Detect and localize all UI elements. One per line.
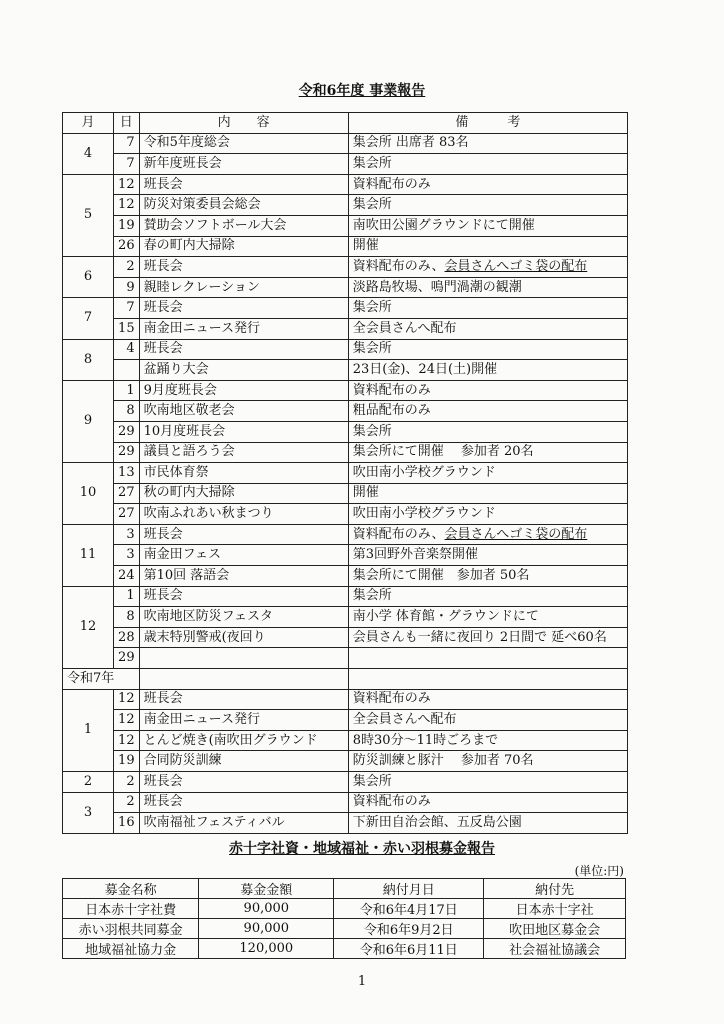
row-note: [348, 236, 627, 257]
table-row: [63, 401, 628, 422]
row-note-text: 23日(金)、24日(土)開催: [352, 361, 498, 377]
row-note: [348, 813, 627, 834]
row-note: [348, 504, 627, 525]
table-row: [63, 277, 628, 298]
table-row: [63, 318, 628, 339]
row-note-text: 粗品配布のみ: [352, 403, 431, 419]
year-label: 令和7年: [63, 669, 140, 690]
row-note-text: 集会所にて開催 参加者 20名: [352, 444, 534, 460]
row-note-text: 8時30分～11時ごろまで: [352, 732, 499, 748]
table-row: [63, 380, 628, 401]
table-row: [63, 627, 628, 648]
table-row: [63, 504, 628, 525]
table-row: [63, 339, 628, 360]
row-content: 合同防災訓練: [139, 751, 348, 772]
row-month: 6: [63, 257, 114, 298]
row-content: 南金田ニュース発行: [139, 318, 348, 339]
activity-table: [62, 112, 628, 834]
fund-header-cell: 募金名称: [63, 879, 199, 899]
row-month: 4: [63, 133, 114, 174]
row-note: [348, 648, 627, 669]
row-day: 12: [114, 195, 140, 216]
page-number: 1: [357, 974, 367, 989]
row-note: [348, 401, 627, 422]
row-note-text: 集会所: [352, 197, 392, 213]
row-note-text: 資料配布のみ: [352, 794, 431, 810]
row-note: [348, 730, 627, 751]
row-day: 7: [114, 133, 140, 154]
row-note-text: 集会所: [352, 300, 392, 316]
row-note-text: 資料配布のみ、: [352, 258, 445, 274]
fund-cell: 令和6年4月17日: [334, 899, 484, 919]
row-month: 3: [63, 792, 114, 833]
table-row: [63, 360, 628, 381]
row-note-text: 集会所: [352, 341, 392, 357]
table-row: [63, 607, 628, 628]
table-row: [63, 772, 628, 793]
row-content: 吹南地区防災フェスタ: [139, 607, 348, 628]
row-note: [348, 195, 627, 216]
fund-title: 赤十字社資・地域福祉・赤い羽根募金報告: [229, 841, 495, 857]
row-day: 26: [114, 236, 140, 257]
table-row: [63, 648, 628, 669]
row-month: 5: [63, 174, 114, 256]
row-content: 10月度班長会: [139, 421, 348, 442]
row-content: 新年度班長会: [139, 154, 348, 175]
table-header-row: [63, 113, 628, 134]
row-day: 12: [114, 174, 140, 195]
fund-cell: 日本赤十字社費: [63, 899, 199, 919]
row-content: [139, 669, 348, 690]
row-day: 2: [114, 257, 140, 278]
table-row: [63, 710, 628, 731]
row-note-text: 下新田自治会館、五反島公園: [352, 814, 522, 830]
row-content: 南金田ニュース発行: [139, 710, 348, 731]
row-day: 7: [114, 298, 140, 319]
row-note-text: 全会員さんへ配布: [352, 712, 457, 728]
row-day: 9: [114, 277, 140, 298]
table-row: [63, 215, 628, 236]
row-note-text: 集会所: [352, 423, 392, 439]
row-day: 16: [114, 813, 140, 834]
row-day: [114, 360, 140, 381]
row-day: 29: [114, 421, 140, 442]
fund-cell: 120,000: [199, 939, 334, 959]
fund-cell: 90,000: [199, 899, 334, 919]
row-note-underlined: 会員さんへゴミ袋の配布: [444, 526, 588, 542]
row-day: 1: [114, 380, 140, 401]
row-note: [348, 545, 627, 566]
row-day: 3: [114, 545, 140, 566]
fund-cell: 90,000: [199, 919, 334, 939]
row-content: 班長会: [139, 339, 348, 360]
row-note: [348, 215, 627, 236]
table-row: [63, 669, 628, 690]
row-note-text: 資料配布のみ: [352, 691, 431, 707]
table-row: [63, 257, 628, 278]
row-note-underlined: 会員さんへゴミ袋の配布: [444, 258, 588, 274]
fund-table: [62, 878, 626, 959]
table-row: [63, 751, 628, 772]
header-content: 内 容: [139, 113, 348, 134]
fund-row: [63, 919, 626, 939]
row-content: 班長会: [139, 298, 348, 319]
row-note: [348, 483, 627, 504]
row-day: 8: [114, 607, 140, 628]
row-note-text: 全会員さんへ配布: [352, 320, 457, 336]
row-note: [348, 257, 627, 278]
fund-cell: 令和6年9月2日: [334, 919, 484, 939]
row-day: 2: [114, 792, 140, 813]
fund-cell: 社会福祉協議会: [484, 939, 626, 959]
row-note: [348, 380, 627, 401]
row-note: [348, 154, 627, 175]
fund-header-row: [63, 879, 626, 899]
table-row: [63, 792, 628, 813]
row-note-text: 集会所にて開催 参加者 50名: [352, 567, 530, 583]
row-month: 2: [63, 772, 114, 793]
fund-cell: 赤い羽根共同募金: [63, 919, 199, 939]
row-note: [348, 277, 627, 298]
row-note-text: 南吹田公園グラウンドにて開催: [352, 217, 535, 233]
row-month: 10: [63, 463, 114, 525]
row-day: 12: [114, 710, 140, 731]
row-day: 27: [114, 483, 140, 504]
row-note: [348, 524, 627, 545]
fund-cell: 令和6年6月11日: [334, 939, 484, 959]
row-note-text: 集会所: [352, 588, 392, 604]
row-content: 吹南福祉フェスティバル: [139, 813, 348, 834]
row-day: 24: [114, 566, 140, 587]
row-note-text: 吹田南小学校グラウンド: [352, 464, 496, 480]
table-row: [63, 566, 628, 587]
table-row: [63, 154, 628, 175]
table-row: [63, 524, 628, 545]
row-content: 賛助会ソフトボール大会: [139, 215, 348, 236]
row-note-text: 資料配布のみ: [352, 176, 431, 192]
row-day: 13: [114, 463, 140, 484]
row-day: 3: [114, 524, 140, 545]
row-content: 盆踊り大会: [139, 360, 348, 381]
row-day: 4: [114, 339, 140, 360]
row-note-text: 第3回野外音楽祭開催: [352, 547, 479, 563]
table-row: [63, 545, 628, 566]
row-note: [348, 463, 627, 484]
row-note: [348, 566, 627, 587]
row-day: 19: [114, 215, 140, 236]
row-note: [348, 318, 627, 339]
row-day: 15: [114, 318, 140, 339]
row-content: 令和5年度総会: [139, 133, 348, 154]
table-row: [63, 813, 628, 834]
table-row: [63, 421, 628, 442]
row-month: 12: [63, 586, 114, 668]
row-content: 班長会: [139, 257, 348, 278]
row-note-text: 資料配布のみ、: [352, 526, 445, 542]
row-content: [139, 648, 348, 669]
row-content: 班長会: [139, 586, 348, 607]
table-row: [63, 133, 628, 154]
fund-unit: (単位:円): [574, 864, 624, 878]
table-row: [63, 442, 628, 463]
row-content: 班長会: [139, 772, 348, 793]
row-note-text: 資料配布のみ: [352, 382, 431, 398]
row-content: 班長会: [139, 174, 348, 195]
row-content: 議員と語ろう会: [139, 442, 348, 463]
row-note: [348, 339, 627, 360]
table-row: [63, 730, 628, 751]
row-day: 1: [114, 586, 140, 607]
table-row: [63, 689, 628, 710]
row-note-text: 吹田南小学校グラウンド: [352, 506, 496, 522]
table-row: [63, 483, 628, 504]
row-note: [348, 772, 627, 793]
row-day: 8: [114, 401, 140, 422]
row-content: 市民体育祭: [139, 463, 348, 484]
row-note: [348, 174, 627, 195]
row-day: 12: [114, 689, 140, 710]
row-month: 7: [63, 298, 114, 339]
table-row: [63, 463, 628, 484]
row-note-text: 南小学 体育館・グラウンドにて: [352, 609, 539, 625]
row-day: 27: [114, 504, 140, 525]
row-note: [348, 710, 627, 731]
row-day: 19: [114, 751, 140, 772]
row-note: [348, 607, 627, 628]
row-note: [348, 689, 627, 710]
table-row: [63, 174, 628, 195]
row-day: 7: [114, 154, 140, 175]
row-content: 防災対策委員会総会: [139, 195, 348, 216]
report-title: 令和6年度 事業報告: [298, 83, 426, 99]
row-note: [348, 669, 627, 690]
row-note: [348, 133, 627, 154]
header-note: 備 考: [348, 113, 627, 134]
row-note-text: 集会所: [352, 155, 392, 171]
table-row: [63, 586, 628, 607]
row-note-text: 会員さんも一緒に夜回り 2日間で 延べ60名: [352, 629, 607, 645]
row-month: 9: [63, 380, 114, 462]
row-content: 吹南ふれあい秋まつり: [139, 504, 348, 525]
row-content: 春の町内大掃除: [139, 236, 348, 257]
row-note: [348, 751, 627, 772]
fund-row: [63, 939, 626, 959]
row-note: [348, 298, 627, 319]
fund-header-cell: 納付先: [484, 879, 626, 899]
row-content: 第10回 落語会: [139, 566, 348, 587]
row-note-text: 集会所 出席者 83名: [352, 135, 469, 151]
row-content: 秋の町内大掃除: [139, 483, 348, 504]
row-day: 29: [114, 648, 140, 669]
row-content: 班長会: [139, 689, 348, 710]
header-month: 月: [63, 113, 114, 134]
header-day: 日: [114, 113, 140, 134]
fund-header-cell: 募金金額: [199, 879, 334, 899]
row-content: 9月度班長会: [139, 380, 348, 401]
fund-cell: 日本赤十字社: [484, 899, 626, 919]
row-day: 28: [114, 627, 140, 648]
fund-cell: 吹田地区募金会: [484, 919, 626, 939]
row-content: 南金田フェス: [139, 545, 348, 566]
row-note: [348, 421, 627, 442]
row-note: [348, 792, 627, 813]
row-content: 歳末特別警戒(夜回り: [139, 627, 348, 648]
row-month: 8: [63, 339, 114, 380]
fund-row: [63, 899, 626, 919]
row-content: 親睦レクレーション: [139, 277, 348, 298]
table-row: [63, 236, 628, 257]
row-day: 2: [114, 772, 140, 793]
row-note-text: 淡路島牧場、鳴門渦潮の観潮: [352, 279, 522, 295]
row-note-text: 集会所: [352, 773, 392, 789]
row-content: 班長会: [139, 792, 348, 813]
row-content: 吹南地区敬老会: [139, 401, 348, 422]
fund-cell: 地域福祉協力金: [63, 939, 199, 959]
row-content: とんど焼き(南吹田グラウンド: [139, 730, 348, 751]
row-note: [348, 586, 627, 607]
row-day: 29: [114, 442, 140, 463]
row-note-text: 開催: [352, 238, 379, 254]
row-note: [348, 360, 627, 381]
row-note-text: 開催: [352, 485, 379, 501]
row-content: 班長会: [139, 524, 348, 545]
row-month: 1: [63, 689, 114, 771]
row-note: [348, 442, 627, 463]
row-note: [348, 627, 627, 648]
row-note-text: 防災訓練と豚汁 参加者 70名: [352, 753, 534, 769]
row-day: 12: [114, 730, 140, 751]
table-row: [63, 298, 628, 319]
fund-header-cell: 納付月日: [334, 879, 484, 899]
row-month: 11: [63, 524, 114, 586]
table-row: [63, 195, 628, 216]
